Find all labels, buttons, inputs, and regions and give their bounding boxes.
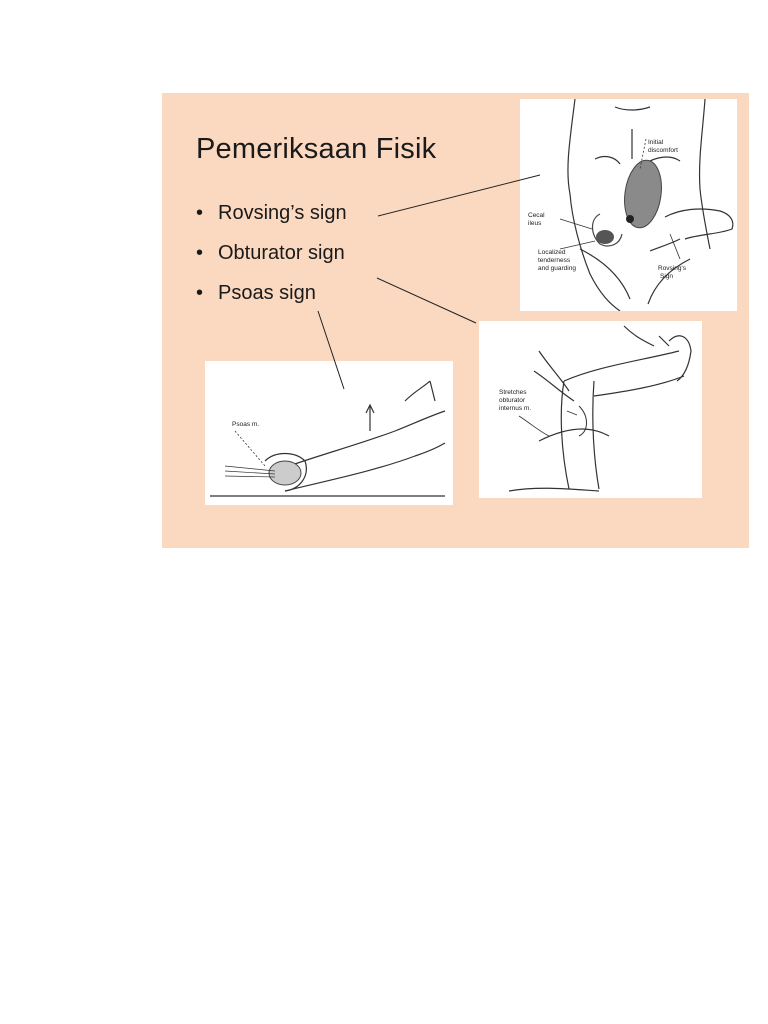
label-guarding: and guarding (538, 265, 576, 272)
label-tenderness: tenderness (538, 257, 571, 264)
slide (162, 93, 749, 548)
connector-lines (162, 93, 749, 548)
bullet-dot: • (196, 282, 204, 304)
label-initial: Initial (648, 139, 664, 146)
label-rovsings: Rovsing's (658, 265, 686, 272)
bullet-label: Psoas sign (218, 282, 316, 304)
label-cecal: Cecal (528, 212, 545, 219)
label-ileus: ileus (528, 220, 542, 227)
label-internus: internus m. (499, 405, 532, 412)
label-obturator: obturator (499, 397, 526, 404)
bullet-dot: • (196, 202, 204, 224)
label-sign: Sign (660, 273, 674, 280)
bullet-label: Rovsing’s sign (218, 202, 347, 224)
label-stretches: Stretches (499, 389, 527, 396)
slide-title: Pemeriksaan Fisik (196, 133, 437, 165)
bullet-label: Obturator sign (218, 242, 345, 264)
label-psoas: Psoas m. (232, 421, 260, 428)
label-discomfort: discomfort (648, 147, 678, 154)
label-localized: Localized (538, 249, 566, 256)
bullet-dot: • (196, 242, 204, 264)
